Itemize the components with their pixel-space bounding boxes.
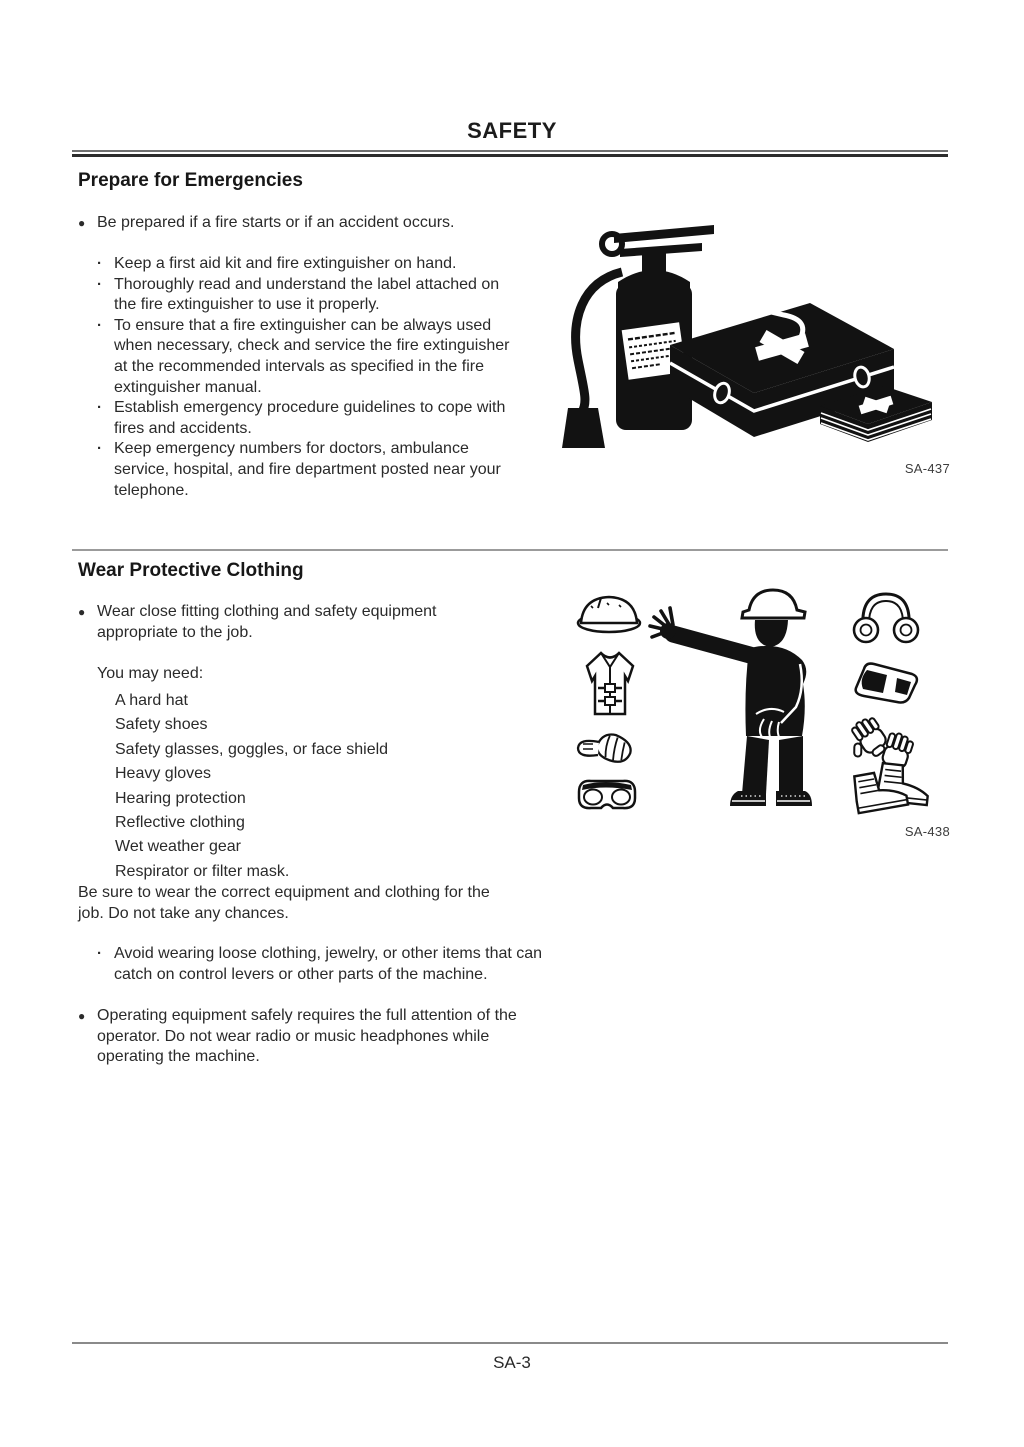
goggles-icon: [579, 781, 635, 808]
sub-bullet-icon: ·: [97, 275, 102, 293]
figure-caption: SA-438: [904, 824, 950, 839]
section-title-emergencies: Prepare for Emergencies: [78, 170, 303, 191]
bullet-icon: ●: [78, 216, 86, 230]
need-item: Reflective clothing: [115, 814, 245, 832]
clothing-intro: [78, 602, 460, 643]
clothing-attention: [78, 1006, 522, 1068]
figure-caption: SA-437: [904, 461, 950, 476]
clothing-intro-text: Wear close fitting clothing and safety equipment appropriate to the job.: [97, 603, 437, 641]
clothing-caution: [97, 944, 546, 985]
list-item: [97, 944, 546, 985]
list-item-text: Thoroughly read and understand the label attached on the fire extinguisher to use it properly.: [114, 275, 500, 314]
need-item: A hard hat: [115, 692, 188, 709]
emergencies-intro: [78, 213, 548, 234]
list-item-text: Keep a first aid kit and fire extinguisher on hand.: [114, 255, 457, 272]
header-double-rule: [72, 150, 948, 157]
need-list: [115, 689, 495, 884]
sub-bullet-icon: ·: [97, 399, 102, 417]
respirator-mask-icon: [578, 731, 634, 765]
page-number: SA-3: [493, 1353, 531, 1372]
list-item-text: Establish emergency procedure guidelines to cope with fires and accidents.: [114, 399, 506, 437]
clothing-attention-text: Operating equipment safely requires the full attention of the operator. Do not wear radio or music headphones while operating the machine.: [97, 1007, 517, 1066]
need-label: You may need:: [97, 665, 204, 682]
bullet-icon: ●: [78, 1009, 86, 1023]
need-item: Wet weather gear: [115, 838, 241, 856]
need-item: Respirator or filter mask.: [115, 862, 290, 880]
worker-silhouette-icon: [650, 590, 812, 806]
gloves-icon: [840, 714, 915, 770]
sub-bullet-icon: ·: [97, 255, 102, 272]
ear-muffs-icon: [854, 594, 918, 642]
safety-vest-icon: [587, 653, 633, 714]
list-item: [97, 254, 516, 275]
footer-rule: [72, 1342, 948, 1344]
hard-hat-icon: [578, 597, 640, 632]
need-item: Heavy gloves: [115, 765, 212, 783]
page-title: SAFETY: [467, 118, 557, 143]
clothing-outro: Be sure to wear the correct equipment and clothing for the job. Do not take any chances.: [78, 884, 490, 922]
emergencies-intro-text: Be prepared if a fire starts or if an accident occurs.: [97, 214, 455, 231]
face-shield-icon: [856, 664, 917, 703]
need-item: Safety glasses, goggles, or face shield: [115, 740, 389, 758]
section-divider: [72, 549, 948, 551]
list-item: [97, 275, 516, 316]
sub-bullet-icon: ·: [97, 945, 102, 962]
list-item: [97, 439, 516, 501]
figure-protective-clothing: [565, 584, 950, 839]
sub-bullet-icon: ·: [97, 316, 102, 334]
bullet-icon: ●: [78, 605, 86, 619]
section-title-clothing: Wear Protective Clothing: [78, 560, 304, 581]
list-item-text: Avoid wearing loose clothing, jewelry, or other items that can catch on control levers or other parts of the machine.: [114, 945, 543, 983]
protective-clothing-illustration: [565, 584, 950, 816]
safety-boots-icon: [852, 763, 930, 813]
figure-emergency-equipment: [562, 220, 950, 476]
sub-bullet-icon: ·: [97, 440, 102, 458]
list-item: [97, 316, 516, 398]
list-item: [97, 398, 516, 439]
emergencies-list: [97, 254, 516, 501]
need-item: Hearing protection: [115, 789, 246, 807]
list-item-text: To ensure that a fire extinguisher can be always used when necessary, check and service the fire extinguisher at the recommended intervals as specified in the fire extinguisher manual.: [114, 316, 510, 396]
fire-extinguisher-icon: [562, 225, 714, 448]
emergency-equipment-illustration: [562, 220, 950, 458]
list-item-text: Keep emergency numbers for doctors, ambulance service, hospital, and fire department posted near your telephone.: [114, 440, 501, 499]
need-item: Safety shoes: [115, 716, 208, 734]
